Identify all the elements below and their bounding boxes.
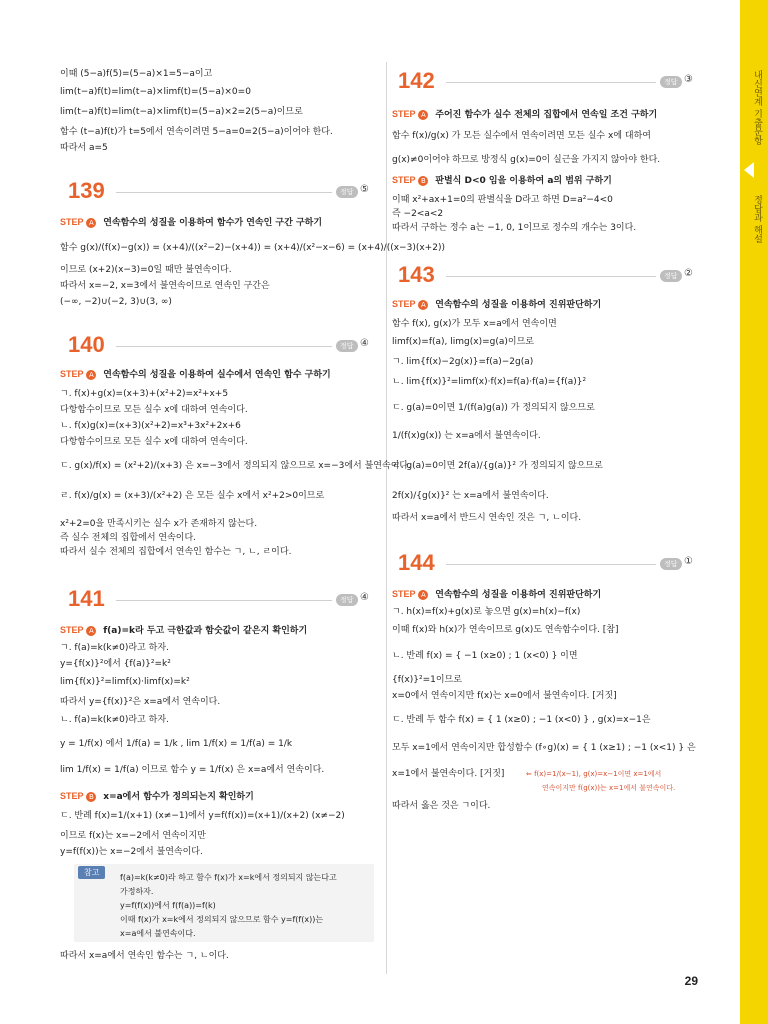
solution-line: 즉 실수 전체의 집합에서 연속이다. (60, 533, 197, 543)
solution-line: lim{f(x)}²=limf(x)·limf(x)=k² (60, 677, 190, 687)
step-heading (60, 624, 307, 637)
solution-line: 2f(x)/{g(x)}² 는 x=a에서 불연속이다. (392, 491, 549, 501)
solution-line: g(x)≠0이어야 하므로 방정식 g(x)=0이 실근을 가지지 않아야 한다. (392, 155, 661, 165)
sidebar-label-exam: 내신연계 기출문항 (752, 70, 762, 145)
note-line: y=f(f(x))에서 f(f(a))=f(k) (120, 901, 216, 910)
solution-line: 따라서 x=a에서 반드시 연속인 것은 ㄱ, ㄴ이다. (392, 513, 582, 523)
solution-line: limf(x)=f(a), limg(x)=g(a)이므로 (392, 337, 534, 347)
solution-line: 따라서 y={f(x)}²은 x=a에서 연속이다. (60, 697, 221, 707)
solution-line: 함수 f(x), g(x)가 모두 x=a에서 연속이면 (392, 319, 557, 329)
step-label: STEP (392, 299, 416, 309)
solution-line: 따라서 x=−2, x=3에서 불연속이므로 연속인 구간은 (60, 281, 270, 291)
note-tag: 참고 (78, 866, 105, 879)
answer-badge: 정답 (660, 270, 682, 282)
solution-line: 즉 −2<a<2 (392, 209, 444, 219)
step-heading (392, 588, 601, 601)
step-title: x=a에서 함수가 정의되는지 확인하기 (103, 792, 254, 802)
solution-line: 이때 x²+ax+1=0의 판별식을 D라고 하면 D=a²−4<0 (392, 195, 613, 205)
step-letter: A (86, 370, 96, 380)
column-divider (386, 62, 387, 974)
step-title: f(a)=k라 두고 극한값과 함숫값이 같은지 확인하기 (103, 626, 308, 636)
answer-mark: ② (684, 268, 693, 279)
problem-number: 143 (398, 262, 435, 287)
note-line: 이때 f(x)가 x=k에서 정의되지 않으므로 함수 y=f(f(x))는 (120, 915, 324, 924)
header-rule (116, 192, 332, 193)
solution-line: 따라서 구하는 정수 a는 −1, 0, 1이므로 정수의 개수는 3이다. (392, 223, 637, 233)
step-title: 연속함수의 성질을 이용하여 진위판단하기 (435, 590, 602, 600)
answer-badge: 정답 (336, 186, 358, 198)
solution-line: ㄷ. g(a)=0이면 1/(f(a)g(a)) 가 정의되지 않으므로 (392, 403, 595, 413)
solution-line: ㄴ. f(x)g(x)=(x+3)(x²+2)=x³+3x²+2x+6 (60, 421, 241, 431)
solution-line: 함수 f(x)/g(x) 가 모든 실수에서 연속이려면 모든 실수 x에 대하여 (392, 131, 651, 141)
solution-line: y = 1/f(x) 에서 1/f(a) = 1/k , lim 1/f(x) = 1/f(a) = 1/k (60, 739, 293, 749)
step-title: 연속함수의 성질을 이용하여 함수가 연속인 구간 구하기 (103, 218, 323, 228)
solution-line: x=0에서 연속이지만 f(x)는 x=0에서 불연속이다. [거짓] (392, 691, 617, 701)
step-heading (392, 174, 612, 187)
note-line: 가정하자. (120, 887, 154, 896)
solution-line: ㄷ. 반례 f(x)=1/(x+1) (x≠−1)에서 y=f(f(x))=(x+1)/(x+2) (x≠−2) (60, 811, 345, 821)
problem-number: 142 (398, 68, 435, 93)
solution-line: x²+2=0을 만족시키는 실수 x가 존재하지 않는다. (60, 519, 258, 529)
solution-line: ㄹ. g(a)=0이면 2f(a)/{g(a)}² 가 정의되지 않으므로 (392, 461, 603, 471)
solution-line: 다항함수이므로 모든 실수 x에 대하여 연속이다. (60, 437, 248, 447)
solution-line: 이므로 (x+2)(x−3)=0일 때만 불연속이다. (60, 265, 232, 275)
conclusion-line: 따라서 옳은 것은 ㄱ이다. (392, 801, 491, 811)
solution-line: 따라서 실수 전체의 집합에서 연속인 함수는 ㄱ, ㄴ, ㄹ이다. (60, 547, 292, 557)
step-label: STEP (60, 217, 84, 227)
solution-line: 모두 x=1에서 연속이지만 합성함수 (f∘g)(x) = { 1 (x≥1) ; −1 (x<1) } 은 (392, 743, 696, 753)
intro-line: lim(t−a)f(t)=lim(t−a)×limf(t)=(5−a)×0=0 (60, 87, 251, 97)
solution-line: ㄱ. f(a)=k(k≠0)라고 하자. (60, 643, 169, 653)
step-heading (392, 108, 657, 121)
sidebar-arrow-icon (744, 162, 754, 178)
step-label: STEP (392, 589, 416, 599)
problem-number: 144 (398, 550, 435, 575)
step-letter: A (86, 626, 96, 636)
step-title: 판별식 D<0 임을 이용하여 a의 범위 구하기 (435, 176, 612, 186)
answer-badge: 정답 (660, 76, 682, 88)
solution-line: (−∞, −2)∪(−2, 3)∪(3, ∞) (60, 297, 172, 307)
page-number: 29 (684, 974, 698, 988)
answer-mark: ① (684, 556, 693, 567)
step-heading (60, 216, 322, 229)
answer-mark: ④ (360, 592, 369, 603)
solution-line: 이므로 f(x)는 x=−2에서 연속이지만 (60, 831, 206, 841)
solution-line: ㄴ. 반례 f(x) = { −1 (x≥0) ; 1 (x<0) } 이면 (392, 651, 578, 661)
chapter-sidebar (740, 0, 768, 1024)
problem-number: 139 (68, 178, 105, 203)
step-heading (60, 790, 254, 803)
step-letter: B (418, 176, 428, 186)
sidebar-label-answers: 정답과 해설 (752, 195, 762, 243)
solution-line: y={f(x)}²에서 {f(a)}²=k² (60, 659, 171, 669)
step-letter: A (418, 300, 428, 310)
intro-line: lim(t−a)f(t)=lim(t−a)×limf(t)=(5−a)×2=2(5−a)이므로 (60, 107, 303, 117)
header-rule (116, 346, 332, 347)
step-title: 주어진 함수가 실수 전체의 집합에서 연속일 조건 구하기 (435, 110, 658, 120)
step-title: 연속함수의 성질을 이용하여 실수에서 연속인 함수 구하기 (103, 370, 331, 380)
header-rule (116, 600, 332, 601)
step-label: STEP (392, 175, 416, 185)
note-line: f(a)=k(k≠0)라 하고 함수 f(x)가 x=k에서 정의되지 않는다고 (120, 873, 337, 882)
solution-line: 함수 g(x)/(f(x)−g(x)) = (x+4)/((x²−2)−(x+4)) = (x+4)/(x²−x−6) = (x+4)/((x−3)(x+2)) (60, 243, 445, 253)
answer-mark: ⑤ (360, 184, 369, 195)
step-letter: A (418, 590, 428, 600)
solution-line: ㄹ. f(x)/g(x) = (x+3)/(x²+2) 은 모든 실수 x에서 x²+2>0이므로 (60, 491, 325, 501)
solution-line: {f(x)}²=1이므로 (392, 675, 462, 685)
solution-line: 다항함수이므로 모든 실수 x에 대하여 연속이다. (60, 405, 248, 415)
problem-number: 140 (68, 332, 105, 357)
solution-line: ㄷ. 반례 두 함수 f(x) = { 1 (x≥0) ; −1 (x<0) } , g(x)=x−1은 (392, 715, 651, 725)
solution-line: ㄴ. lim{f(x)}²=limf(x)·f(x)=f(a)·f(a)={f(a)}² (392, 377, 587, 387)
answer-badge: 정답 (336, 340, 358, 352)
header-rule (446, 276, 656, 277)
step-heading (392, 298, 601, 311)
step-title: 연속함수의 성질을 이용하여 진위판단하기 (435, 300, 602, 310)
intro-line: 함수 (t−a)f(t)가 t=5에서 연속이려면 5−a=0=2(5−a)이어야 한다. (60, 127, 333, 137)
answer-mark: ④ (360, 338, 369, 349)
header-rule (446, 82, 656, 83)
solution-line: x=1에서 불연속이다. [거짓] (392, 769, 505, 779)
note-line: x=a에서 불연속이다. (120, 929, 196, 938)
step-letter: B (86, 792, 96, 802)
step-label: STEP (60, 791, 84, 801)
step-label: STEP (60, 625, 84, 635)
step-label: STEP (392, 109, 416, 119)
annotation-note: ⇐ f(x)=1/(x−1), g(x)=x−1이면 x=1에서 (526, 770, 662, 778)
solution-line: ㄷ. g(x)/f(x) = (x²+2)/(x+3) 은 x=−3에서 정의되지 않으므로 x=−3에서 불연속이다. (60, 461, 411, 471)
solution-line: ㄴ. f(a)=k(k≠0)라고 하자. (60, 715, 169, 725)
solution-line: y=f(f(x))는 x=−2에서 불연속이다. (60, 847, 203, 857)
step-letter: A (418, 110, 428, 120)
annotation-note: 연속이지만 f(g(x))는 x=1에서 불연속이다. (542, 784, 676, 792)
header-rule (446, 564, 656, 565)
solution-line: lim 1/f(x) = 1/f(a) 이므로 함수 y = 1/f(x) 은 x=a에서 연속이다. (60, 765, 325, 775)
answer-badge: 정답 (336, 594, 358, 606)
solution-line: 이때 f(x)와 h(x)가 연속이므로 g(x)도 연속함수이다. [참] (392, 625, 619, 635)
step-letter: A (86, 218, 96, 228)
problem-number: 141 (68, 586, 105, 611)
step-heading (60, 368, 331, 381)
solution-line: ㄱ. lim{f(x)−2g(x)}=f(a)−2g(a) (392, 357, 534, 367)
solution-line: ㄱ. h(x)=f(x)+g(x)로 놓으면 g(x)=h(x)−f(x) (392, 607, 581, 617)
solution-line: 1/(f(x)g(x)) 는 x=a에서 불연속이다. (392, 431, 541, 441)
solution-line: ㄱ. f(x)+g(x)=(x+3)+(x²+2)=x²+x+5 (60, 389, 229, 399)
intro-line: 따라서 a=5 (60, 143, 108, 153)
intro-line: 이때 (5−a)f(5)=(5−a)×1=5−a이고 (60, 69, 213, 79)
conclusion-line: 따라서 x=a에서 연속인 함수는 ㄱ, ㄴ이다. (60, 951, 229, 961)
step-label: STEP (60, 369, 84, 379)
answer-mark: ③ (684, 74, 693, 85)
answer-badge: 정답 (660, 558, 682, 570)
